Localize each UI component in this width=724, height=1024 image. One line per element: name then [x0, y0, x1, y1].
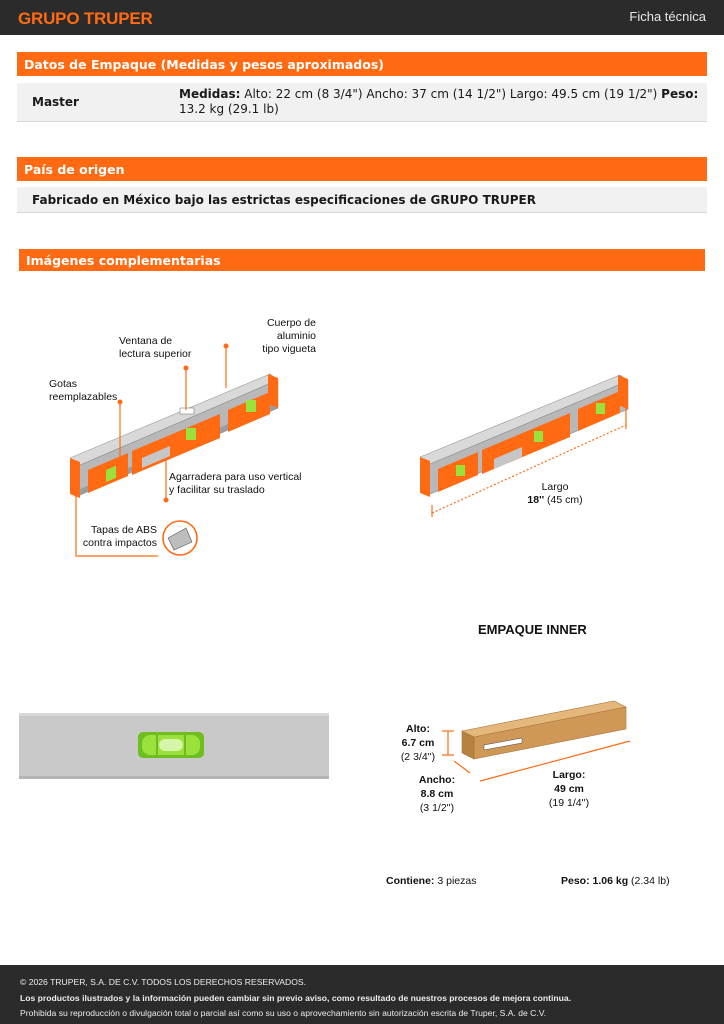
inner-peso-lb: (2.34 lb): [631, 875, 670, 887]
top-bar: [0, 0, 724, 35]
length-label: [520, 481, 590, 507]
inner-alto-label: Alto:: [406, 723, 430, 735]
inner-ancho-in: (3 1/2''): [419, 802, 455, 814]
inner-packaging-title: EMPAQUE INNER: [478, 622, 587, 637]
vial: [186, 428, 196, 440]
inner-contiene: [386, 875, 476, 888]
packaging-row-value: [179, 87, 699, 117]
callout-tapas: [81, 524, 157, 550]
callout-cuerpo-line1: Cuerpo de aluminio: [266, 317, 316, 342]
footer: [0, 965, 724, 1024]
footer-copyright: © 2026 TRUPER, S.A. DE C.V. TODOS LOS DERECHOS RESERVADOS.: [20, 977, 307, 987]
inner-peso: [561, 875, 670, 888]
callout-agarradera-line2: y facilitar su traslado: [169, 484, 265, 496]
origin-section-title: País de origen: [24, 161, 125, 177]
vial: [246, 400, 256, 412]
vial-closeup-svg: [19, 713, 329, 779]
packaging-row: [17, 83, 707, 122]
peso-label: Peso:: [661, 87, 699, 101]
length-inches: 18'': [527, 494, 545, 506]
callout-agarradera: [169, 471, 302, 497]
inner-peso-value: 1.06 kg: [592, 875, 629, 887]
packaging-row-label: Master: [32, 95, 79, 109]
inner-ancho-cm: 8.8 cm: [420, 788, 454, 800]
callout-ventana: [119, 335, 191, 361]
medidas-label: Medidas:: [179, 87, 241, 101]
inner-largo-cm: 49 cm: [554, 783, 584, 795]
callout-tapas-line1: Tapas de ABS: [91, 524, 157, 536]
inner-contiene-label: Contiene:: [386, 875, 435, 887]
inner-width-line: [454, 761, 470, 773]
origin-row: [17, 187, 707, 213]
callout-cuerpo: [226, 317, 316, 356]
peso-text: 13.2 kg (29.1 lb): [179, 102, 279, 116]
end-cap: [268, 374, 278, 408]
images-section-header: [19, 249, 705, 271]
origin-section-header: [17, 157, 707, 181]
inner-alto-in: (2 3/4''): [400, 751, 436, 763]
inner-largo-label: Largo:: [552, 769, 586, 781]
inner-alto: [398, 722, 438, 764]
callout-gotas-line2: reemplazables: [49, 391, 118, 403]
callout-agarradera-line1: Agarradera para uso vertical: [169, 471, 302, 483]
inner-box-illustration: [440, 695, 640, 795]
callout-ventana-line2: lectura superior: [119, 348, 192, 360]
footer-legal: Prohibida su reproducción o divulgación total o parcial así como su uso o aprovechamiento sin autorización escrita de Truper, S.A. de C.V.: [20, 1008, 547, 1018]
inner-largo: [544, 768, 594, 810]
top-window: [180, 408, 194, 414]
inner-ancho: [414, 773, 460, 815]
packaging-section-title: Datos de Empaque (Medidas y pesos aproximados): [24, 56, 384, 72]
images-section-title: Imágenes complementarias: [26, 252, 221, 268]
inner-largo-in: (19 1/4''): [548, 797, 590, 809]
footer-notice: Los productos ilustrados y la información pueden cambiar sin previo aviso, como resultado de nuestros procesos de mejora continua.: [20, 992, 572, 1003]
packaging-section-header: [17, 52, 707, 76]
length-cm: (45 cm): [547, 494, 583, 506]
inner-contiene-value: 3 piezas: [437, 875, 477, 887]
callout-ventana-line1: Ventana de: [119, 335, 173, 347]
truper-logo: GRUPO TRUPER: [18, 9, 153, 28]
inner-peso-label: Peso:: [561, 875, 590, 887]
medidas-text: Alto: 22 cm (8 3/4") Ancho: 37 cm (14 1/2") Largo: 49.5 cm (19 1/2"): [244, 87, 658, 101]
inner-alto-cm: 6.7 cm: [401, 737, 435, 749]
vial-closeup-image: [19, 713, 329, 779]
inner-ancho-label: Ancho:: [418, 774, 456, 786]
callout-gotas: [49, 378, 117, 404]
page-type-label: Ficha técnica: [629, 9, 706, 24]
callout-cuerpo-line2: tipo vigueta: [262, 343, 316, 355]
callout-tapas-line2: contra impactos: [82, 537, 157, 549]
callout-gotas-line1: Gotas: [49, 378, 78, 390]
length-label-title: Largo: [541, 481, 569, 493]
origin-text: Fabricado en México bajo las estrictas especificaciones de GRUPO TRUPER: [32, 193, 536, 207]
